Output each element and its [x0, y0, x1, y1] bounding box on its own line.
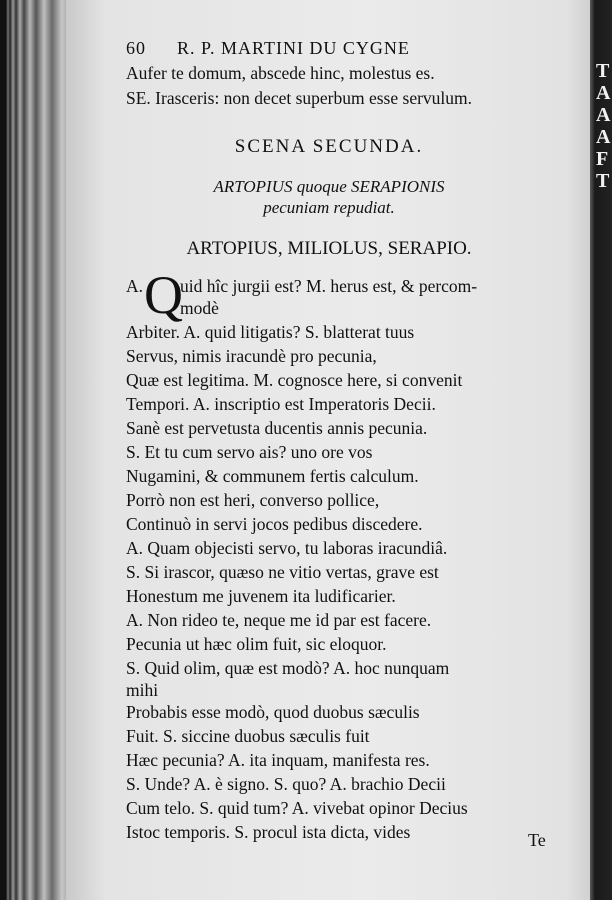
- running-header: [126, 38, 410, 59]
- cast-list: ARTOPIUS, MILIOLUS, SERAPIO.: [186, 238, 472, 259]
- facing-page-letter: A: [596, 82, 611, 104]
- verse-line: S. Si irascor, quæso ne vitio vertas, grave est: [126, 562, 439, 582]
- verse-line: A. Quam objecisti servo, tu laboras iracundiâ.: [126, 538, 448, 558]
- facing-page-letter: T: [596, 170, 610, 192]
- facing-page-edge: [590, 0, 612, 900]
- verse-line: Continuò in servi jocos pedibus discedere.: [126, 514, 423, 534]
- verse-line: S. Unde? A. è signo. S. quo? A. brachio Decii: [126, 774, 446, 794]
- verse-line: S. Et tu cum servo ais? uno ore vos: [126, 442, 373, 462]
- facing-page-letter: A: [596, 126, 611, 148]
- catchword: Te: [528, 830, 546, 850]
- running-title: R. P. MARTINI DU CYGNE: [177, 38, 410, 58]
- verse-line: Arbiter. A. quid litigatis? S. blatterat tuus: [126, 322, 415, 342]
- verse-line: Probabis esse modò, quod duobus sæculis: [126, 702, 420, 722]
- verse-line: Aufer te domum, abscede hinc, molestus es.: [126, 63, 435, 83]
- verse-line: Servus, nimis iracundè pro pecunia,: [126, 346, 377, 366]
- verse-line: Porrò non est heri, converso pollice,: [126, 490, 380, 510]
- facing-page-letter: F: [596, 148, 609, 170]
- page-number: 60: [126, 38, 146, 58]
- verse-line: Pecunia ut hæc olim fuit, sic eloquor.: [126, 634, 387, 654]
- verse-line: Tempori. A. inscriptio est Imperatoris Decii.: [126, 394, 436, 414]
- verse-line: Fuit. S. siccine duobus sæculis fuit: [126, 726, 370, 746]
- verse-line: A. Non rideo te, neque me id par est facere.: [126, 610, 432, 630]
- verse-line: uid hîc jurgii est? M. herus est, & percom-: [180, 276, 478, 296]
- verse-line: modè: [180, 298, 219, 318]
- verse-line: SE. Irasceris: non decet superbum esse servulum.: [126, 88, 473, 108]
- verse-line: Nugamini, & communem fertis calculum.: [126, 466, 419, 486]
- verse-line: Sanè est pervetusta ducentis annis pecunia.: [126, 418, 428, 438]
- speaker-label: A.: [126, 276, 144, 296]
- verse-line: mihi: [126, 680, 159, 700]
- scene-argument-line: ARTOPIUS quoque SERAPIONIS: [213, 177, 445, 196]
- verse-line: Istoc temporis. S. procul ista dicta, vides: [126, 822, 411, 842]
- facing-page-letter: T: [596, 60, 610, 82]
- verse-line: Cum telo. S. quid tum? A. vivebat opinor Decius: [126, 798, 468, 818]
- scene-argument-line: pecuniam repudiat.: [263, 198, 395, 217]
- drop-cap: Q: [144, 265, 183, 325]
- scene-title: SCENA SECUNDA.: [234, 136, 424, 157]
- verse-line: Hæc pecunia? A. ita inquam, manifesta res.: [126, 750, 430, 770]
- verse-line: Quæ est legitima. M. cognosce here, si convenit: [126, 370, 463, 390]
- verse-line: Honestum me juvenem ita ludificarier.: [126, 586, 396, 606]
- verse-line: S. Quid olim, quæ est modò? A. hoc nunquam: [126, 658, 450, 678]
- facing-page-letter: A: [596, 104, 611, 126]
